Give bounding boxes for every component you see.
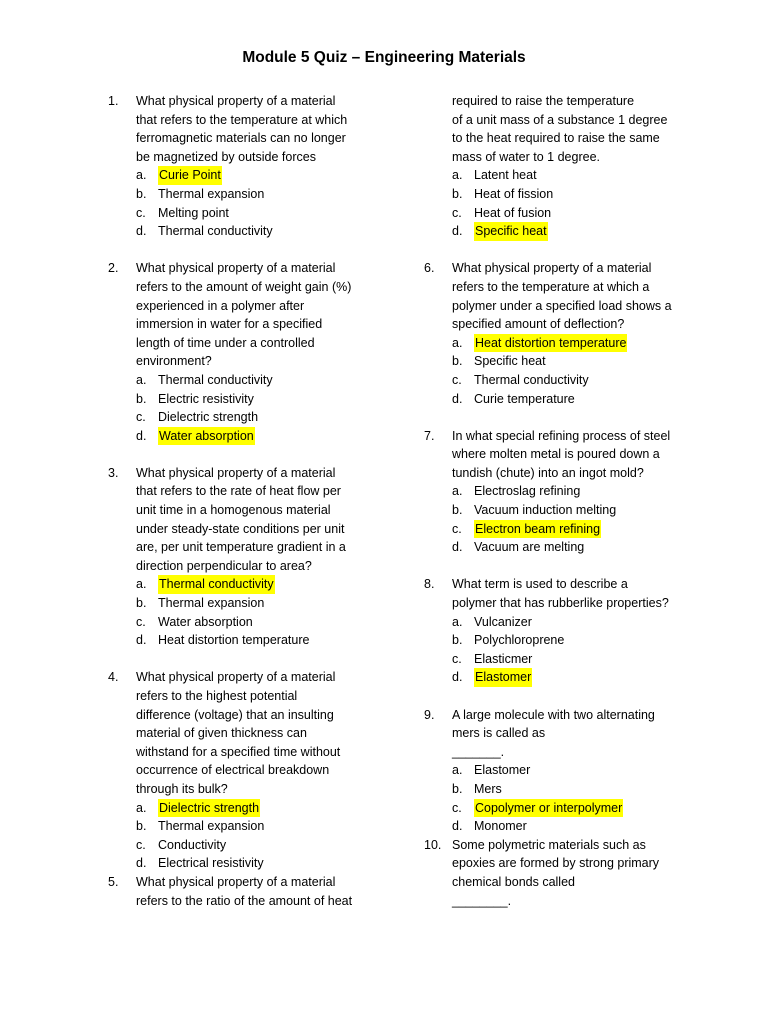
question-number: 7. xyxy=(424,428,435,443)
answer-highlight: Elastomer xyxy=(474,668,532,687)
option-a: a. Curie Point xyxy=(136,166,376,185)
right-column xyxy=(424,92,704,910)
answer-highlight: Specific heat xyxy=(474,222,548,241)
question-text: What physical property of a material refers to the amount of weight gain (%) experienced in a polymer after immersion in water for a specified length of time under a controlled environment? xyxy=(136,261,352,369)
question-3 xyxy=(108,464,376,650)
question-text: A large molecule with two alternating mers is called as _______. xyxy=(452,707,655,759)
option-b: b. Electric resistivity xyxy=(136,391,254,406)
option-a: a. Thermal conductivity xyxy=(136,575,376,594)
question-10 xyxy=(424,836,704,910)
option-d: d. Heat distortion temperature xyxy=(136,633,310,648)
option-a: a. Electroslag refining xyxy=(452,484,581,499)
left-column xyxy=(108,92,376,910)
option-c: c. Elasticmer xyxy=(452,651,533,666)
question-text: Some polymetric materials such as epoxies are formed by strong primary chemical bonds called ________. xyxy=(452,837,660,908)
question-number: 8. xyxy=(424,577,435,592)
question-5 xyxy=(108,873,376,910)
option-b: b. Mers xyxy=(452,781,502,796)
option-a: a. Elastomer xyxy=(452,763,531,778)
option-b: b. Vacuum induction melting xyxy=(452,503,617,518)
option-d: d. Thermal conductivity xyxy=(136,224,273,239)
question-number: 5. xyxy=(108,874,119,889)
option-b: b. Thermal expansion xyxy=(136,186,265,201)
option-a: a. Heat distortion temperature xyxy=(452,334,704,353)
question-text: What physical property of a material that refers to the temperature at which ferromagnetic materials can no longer be magnetized by outside forces xyxy=(136,94,348,164)
option-c: c. Heat of fusion xyxy=(452,205,552,220)
option-d: d. Specific heat xyxy=(452,222,704,241)
option-b: b. Polychloroprene xyxy=(452,633,565,648)
option-d: d. Electrical resistivity xyxy=(136,856,264,871)
question-9 xyxy=(424,706,704,836)
option-a: a. Latent heat xyxy=(452,168,537,183)
question-number: 1. xyxy=(108,94,119,108)
answer-highlight: Dielectric strength xyxy=(158,799,260,818)
option-d: d. Monomer xyxy=(452,819,527,834)
question-number: 9. xyxy=(424,707,435,722)
option-c: c. Dielectric strength xyxy=(136,410,259,425)
question-text: What physical property of a material refers to the highest potential difference (voltage) that an insulting material of given thickness can withstand for a specified time without occurrence of electrical breakdown through its bulk? xyxy=(136,670,341,796)
option-d: d. Water absorption xyxy=(136,427,376,446)
question-number: 6. xyxy=(424,261,435,276)
option-a: a. Vulcanizer xyxy=(452,614,532,629)
question-text: What term is used to describe a polymer that has rubberlike properties? xyxy=(452,577,669,611)
option-b: b. Thermal expansion xyxy=(136,596,265,611)
question-6 xyxy=(424,259,704,408)
question-7 xyxy=(424,427,704,557)
question-5-options xyxy=(424,166,704,240)
option-d: d. Elastomer xyxy=(452,668,704,687)
option-c: c. Conductivity xyxy=(136,837,227,852)
option-b: b. Heat of fission xyxy=(452,186,554,201)
option-c: c. Copolymer or interpolymer xyxy=(452,799,704,818)
question-number: 3. xyxy=(108,465,119,480)
question-text: In what special refining process of steel where molten metal is poured down a tundish (chute) into an ingot mold? xyxy=(452,428,671,480)
answer-highlight: Electron beam refining xyxy=(474,520,601,539)
option-b: b. Specific heat xyxy=(452,354,546,369)
option-d: d. Curie temperature xyxy=(452,391,575,406)
option-c: c. Melting point xyxy=(136,205,229,220)
question-4 xyxy=(108,668,376,873)
option-c: c. Water absorption xyxy=(136,614,253,629)
answer-highlight: Water absorption xyxy=(158,427,255,446)
answer-highlight: Copolymer or interpolymer xyxy=(474,799,623,818)
option-c: c. Thermal conductivity xyxy=(452,372,589,387)
question-5-continuation: required to raise the temperature of a unit mass of a substance 1 degree to the heat required to raise the same mass of water to 1 degree. xyxy=(452,94,668,164)
question-number: 10. xyxy=(424,837,442,852)
answer-highlight: Thermal conductivity xyxy=(158,575,275,594)
option-a: a. Dielectric strength xyxy=(136,799,376,818)
option-c: c. Electron beam refining xyxy=(452,520,704,539)
option-a: a. Thermal conductivity xyxy=(136,372,273,387)
option-d: d. Vacuum are melting xyxy=(452,540,585,555)
answer-highlight: Heat distortion temperature xyxy=(474,334,627,353)
question-1 xyxy=(108,92,376,241)
page-title: Module 5 Quiz – Engineering Materials xyxy=(242,49,526,66)
question-8 xyxy=(424,575,704,687)
question-number: 4. xyxy=(108,670,119,685)
question-text: What physical property of a material that refers to the rate of heat flow per unit time in a homogenous material under steady-state conditions per unit are, per unit temperature gradient in a direction perpendicular to area? xyxy=(136,465,346,573)
question-number: 2. xyxy=(108,261,119,276)
answer-highlight: Curie Point xyxy=(158,166,222,185)
question-2 xyxy=(108,259,376,445)
question-text: What physical property of a material refers to the ratio of the amount of heat xyxy=(136,874,353,908)
option-b: b. Thermal expansion xyxy=(136,819,265,834)
question-text: What physical property of a material refers to the temperature at which a polymer under a specified load shows a specified amount of deflection? xyxy=(452,261,672,332)
